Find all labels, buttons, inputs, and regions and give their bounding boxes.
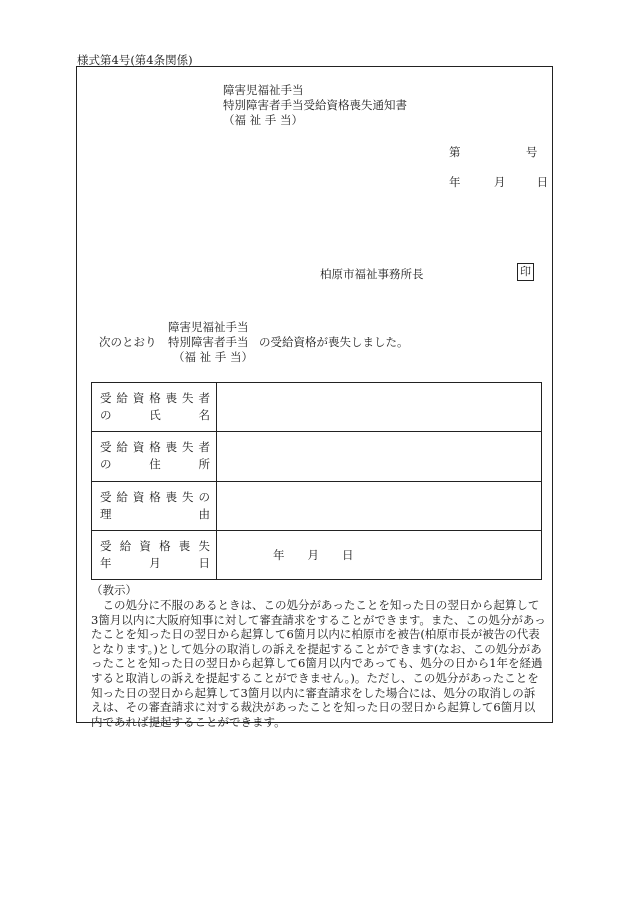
label-char: 失 [182, 391, 194, 406]
label-char: 失 [182, 440, 194, 455]
document-title [223, 83, 407, 128]
label-char: の [100, 457, 112, 472]
label-char: 住 [149, 457, 161, 472]
label-char: 年 [100, 555, 112, 570]
label-char: 資 [132, 489, 145, 504]
body-allowance-1: 障害児福祉手当 [168, 320, 249, 334]
label-char: 所 [198, 457, 210, 472]
label-char: 受 [100, 391, 112, 406]
table-row [92, 432, 542, 481]
label-char: 喪 [178, 538, 191, 553]
label-char: 受 [100, 440, 112, 455]
date-day: 日 [536, 175, 549, 189]
form-number-label: 様式第4号(第4条関係) [77, 53, 193, 67]
notice-heading: （教示） [91, 583, 137, 597]
issuer-name: 柏原市福祉事務所長 [320, 267, 424, 281]
label-char: 者 [198, 391, 210, 406]
label-char: 給 [116, 489, 128, 504]
row-value [217, 383, 542, 432]
label-char: 失 [182, 489, 194, 504]
body-allowance-3: （福 祉 手 当） [173, 350, 253, 364]
label-char: 格 [159, 538, 171, 553]
label-char: 給 [116, 391, 128, 406]
date-month: 月 [493, 175, 506, 189]
title-line-2: 特別障害者手当受給資格喪失通知書 [223, 98, 407, 112]
issue-date [449, 174, 548, 190]
notice-paragraph: この処分に不服のあるときは、この処分があったことを知った日の翌日から起算して3箇月以内に大阪府知事に対して審査請求をすることができます。また、この処分があったことを知った日の翌日から起算して6箇月以内に柏原市を被告(柏原市長が被告の代表となります。)として処分の取消しの訴えを提起することができます(なお、この処分があったことを知った日の翌日から起算して6箇月以内であっても、処分の日から1年を経過すると取消しの訴えを提起することができません。)。ただし、この処分があったことを知った日の翌日から起算して3箇月以内に審査請求をした場合には、処分の取消しの訴えは、その審査請求に対する裁決があったことを知った日の翌日から起算して6箇月以内であれば提起することができます。 [91, 598, 546, 729]
row-label [92, 481, 217, 530]
label-char: 格 [149, 391, 161, 406]
label-char: 給 [119, 538, 132, 553]
label-char: 日 [198, 555, 210, 570]
seal-box: 印 [517, 263, 534, 281]
label-char: 月 [149, 555, 161, 570]
label-char: の [198, 489, 210, 504]
label-char: 失 [198, 538, 210, 553]
label-char: 者 [198, 440, 210, 455]
body-lead: 次のとおり [99, 335, 157, 349]
row-label [92, 530, 217, 579]
row-label [92, 432, 217, 481]
table-row [92, 383, 542, 432]
label-char: 資 [132, 440, 145, 455]
row-value [217, 432, 542, 481]
row-label [92, 383, 217, 432]
label-char: 資 [139, 538, 151, 553]
title-line-1: 障害児福祉手当 [223, 83, 304, 97]
label-char: 格 [149, 440, 161, 455]
label-char: 理 [100, 506, 112, 521]
label-char: 喪 [165, 489, 178, 504]
document-frame [76, 66, 553, 729]
body-allowance-2: 特別障害者手当 [168, 335, 249, 349]
label-char: 受 [100, 489, 112, 504]
label-char: の [100, 408, 112, 423]
label-char: 給 [116, 440, 128, 455]
document-number [449, 144, 537, 160]
number-prefix: 第 [449, 145, 461, 159]
title-line-3: （福 祉 手 当） [223, 113, 303, 127]
label-char: 名 [198, 408, 210, 423]
row-value: 年 月 日 [217, 530, 542, 579]
label-char: 由 [198, 506, 210, 521]
label-char: 喪 [165, 440, 178, 455]
date-year: 年 [449, 175, 461, 189]
body-tail: の受給資格が喪失しました。 [259, 335, 409, 349]
notice-body [91, 598, 546, 729]
row-value [217, 481, 542, 530]
label-char: 氏 [149, 408, 161, 423]
table-row [92, 481, 542, 530]
label-char: 格 [149, 489, 161, 504]
table-row [92, 530, 542, 579]
label-char: 受 [100, 538, 112, 553]
label-char: 喪 [165, 391, 178, 406]
info-table [91, 382, 542, 580]
number-suffix: 号 [525, 145, 538, 159]
label-char: 資 [132, 391, 145, 406]
